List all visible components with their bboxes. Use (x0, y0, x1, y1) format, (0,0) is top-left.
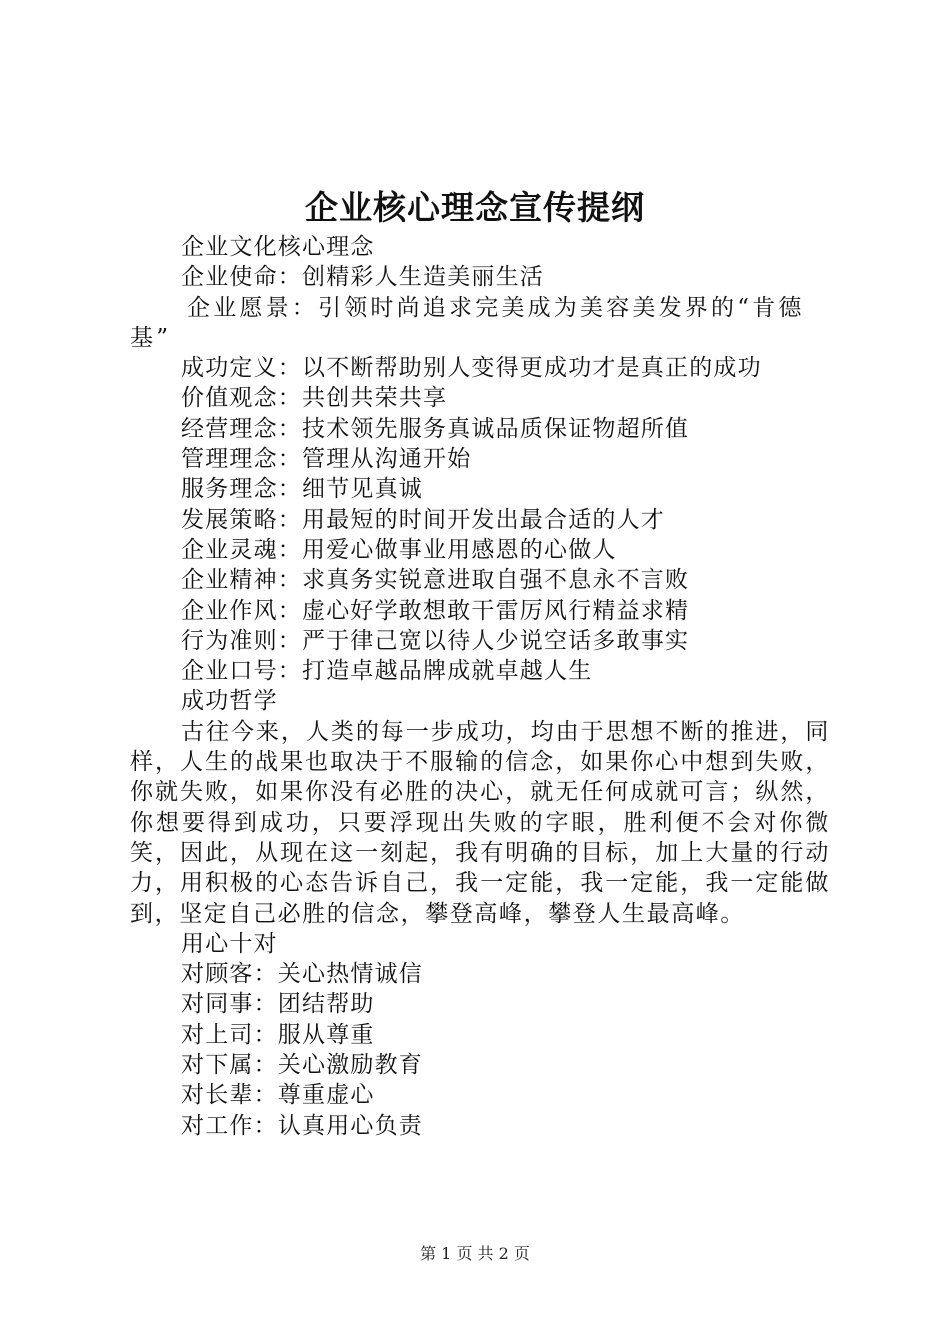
text-line-customers: 对顾客：关心热情诚信 (181, 961, 423, 988)
text-line-slogan: 企业口号：打造卓越品牌成就卓越人生 (181, 658, 593, 685)
text-line-superiors: 对上司：服从尊重 (181, 1021, 375, 1048)
section-heading-ten-attitudes: 用心十对 (181, 930, 278, 957)
text-line-enterprise-soul: 企业灵魂：用爱心做事业用感恩的心做人 (181, 536, 617, 563)
text-line-success-definition: 成功定义：以不断帮助别人变得更成功才是真正的成功 (181, 355, 762, 382)
text-line-code-of-conduct: 行为准则：严于律己宽以待人少说空话多敢事实 (181, 627, 690, 654)
text-line-culture: 企业文化核心理念 (181, 234, 375, 260)
text-line-business-philosophy: 经营理念：技术领先服务真诚品质保证物超所值 (181, 415, 690, 442)
text-line-work: 对工作：认真用心负责 (181, 1112, 423, 1139)
text-line-values: 价值观念：共创共荣共享 (181, 385, 448, 412)
page-number-footer: 第 1 页 共 2 页 (420, 1244, 530, 1263)
text-line-enterprise-style: 企业作风：虚心好学敢想敢干雷厉风行精益求精 (181, 597, 690, 624)
text-line-service-philosophy: 服务理念：细节见真诚 (181, 476, 423, 503)
section-heading-philosophy: 成功哲学 (181, 688, 278, 715)
text-line-elders: 对长辈：尊重虚心 (181, 1082, 375, 1109)
text-line-enterprise-spirit: 企业精神：求真务实锐意进取自强不息永不言败 (181, 567, 690, 594)
text-line-mission: 企业使命：创精彩人生造美丽生活 (181, 264, 544, 291)
text-line-development-strategy: 发展策略：用最短的时间开发出最合适的人才 (181, 506, 665, 533)
text-line-subordinates: 对下属：关心激励教育 (181, 1052, 423, 1079)
philosophy-paragraph: 古往今来，人类的每一步成功，均由于思想不断的推进，同样，人生的战果也取决于不服输的信念，如果你心中想到失败，你就失败，如果你没有必胜的决心，就无任何成就可言；纵然，你想要得到成功，只要浮现出失败的字眼，胜利便不会对你微笑，因此，从现在这一刻起，我有明确的目标，加上大量的行动力，用积极的心态告诉自己，我一定能，我一定能，我一定能做到，坚定自己必胜的信念，攀登高峰，攀登人生最高峰。 (130, 718, 830, 927)
vision-paragraph: 企业愿景：引领时尚追求完美成为美容美发界的“肯德基” (130, 294, 805, 351)
document-title: 企业核心理念宣传提纲 (305, 188, 645, 227)
text-line-management-philosophy: 管理理念：管理从沟通开始 (181, 446, 472, 473)
document-body (130, 232, 830, 1141)
text-line-colleagues: 对同事：团结帮助 (181, 991, 375, 1018)
